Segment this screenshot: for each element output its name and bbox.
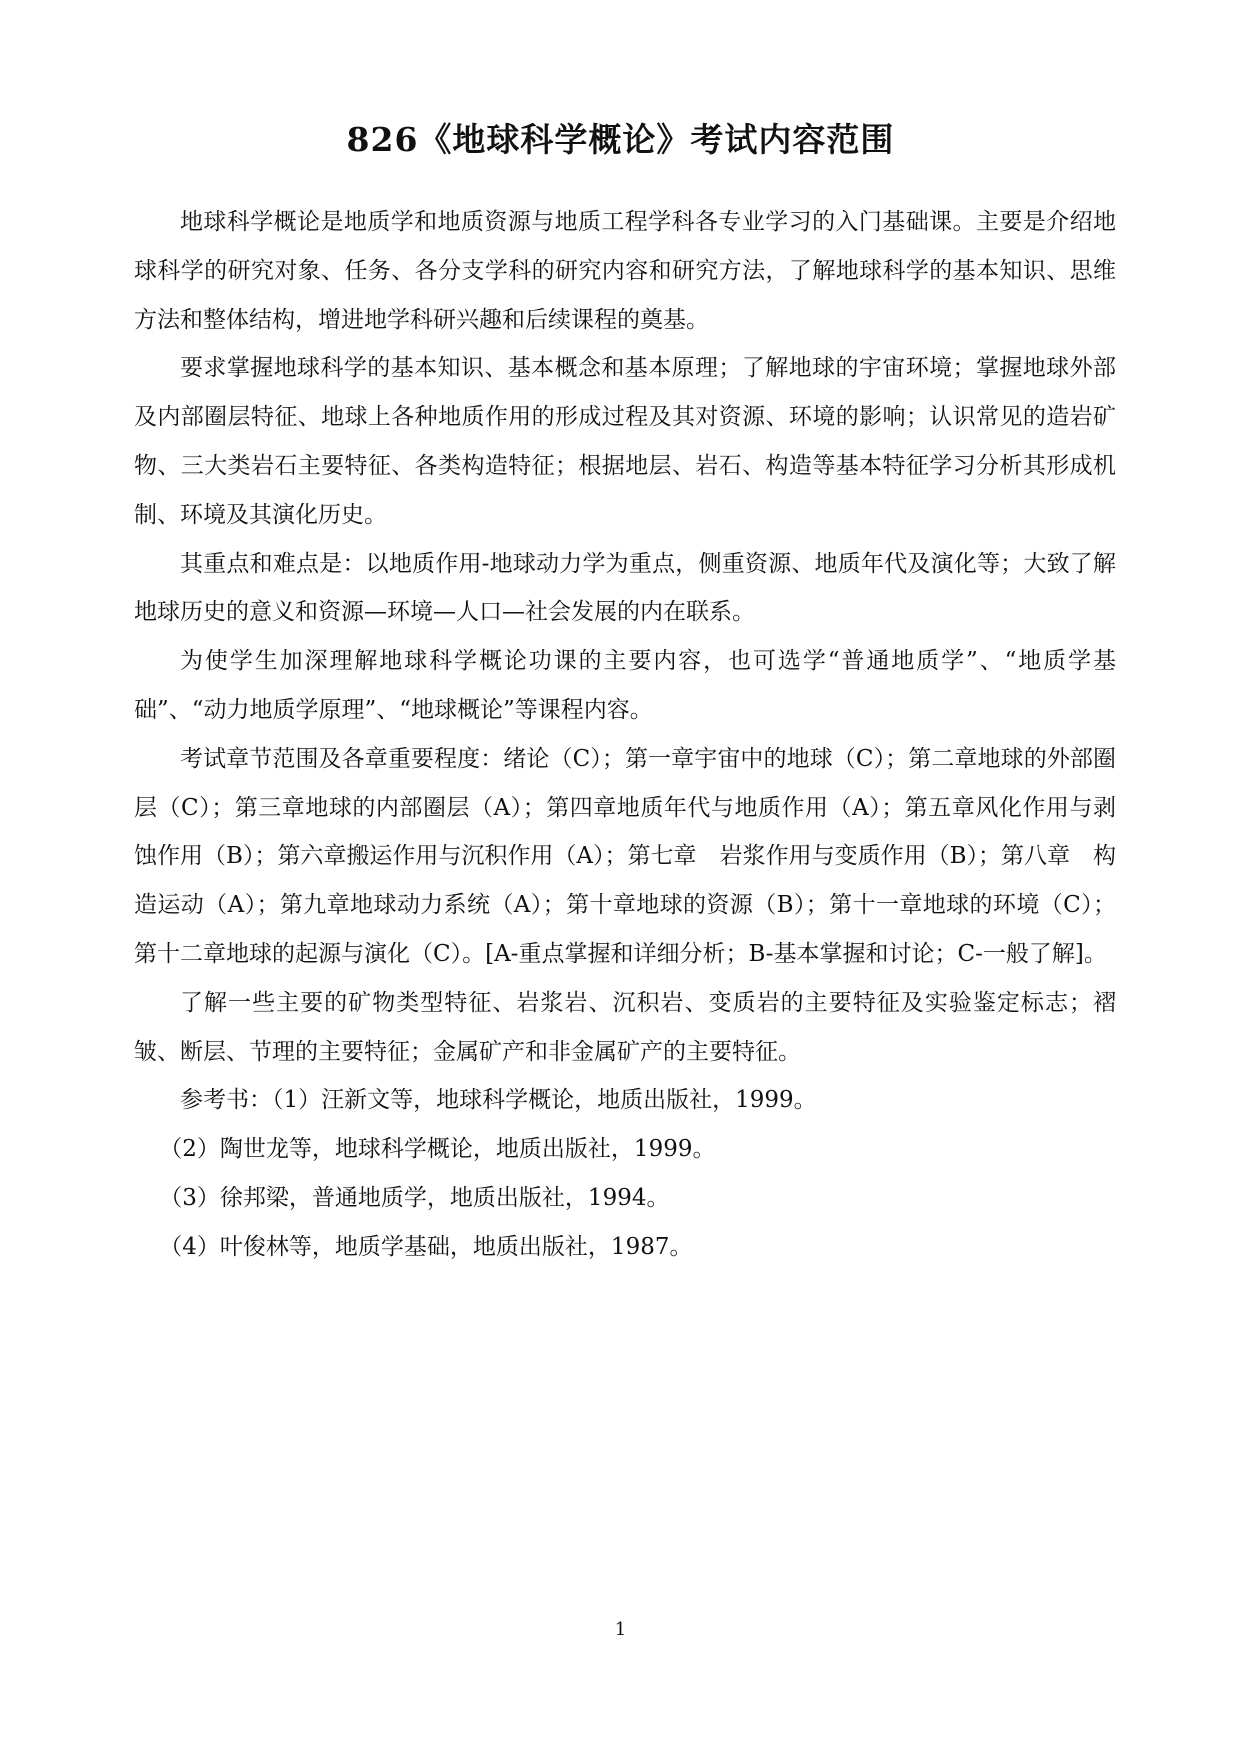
page-number: 1: [614, 1619, 627, 1640]
paragraph-exam-chapters: 考试章节范围及各章重要程度：绪论（C）；第一章宇宙中的地球（C）；第二章地球的外部圈层（C）；第三章地球的内部圈层（A）；第四章地质年代与地质作用（A）；第五章风化作用与剥蚀作用（B）；第六章搬运作用与沉积作用（A）；第七章 岩浆作用与变质作用（B）；第八章 构造运动（A）；第九章地球动力系统（A）；第十章地球的资源（B）；第十一章地球的环境（C）；第十二章地球的起源与演化（C）。[A-重点掌握和详细分析；B-基本掌握和讨论；C-一般了解]。: [134, 745, 1116, 967]
page-title: 826《地球科学概论》考试内容范围: [346, 120, 895, 159]
paragraph-elective-courses: 为使学生加深理解地球科学概论功课的主要内容，也可选学“普通地质学”、“地质学基础”、“动力地质学原理”、“地球概论”等课程内容。: [134, 648, 1116, 723]
paragraph-key-points: 其重点和难点是：以地质作用-地球动力学为重点，侧重资源、地质年代及演化等；大致了解地球历史的意义和资源—环境—人口—社会发展的内在联系。: [134, 550, 1116, 626]
reference-item: （2）陶世龙等，地球科学概论，地质出版社，1999。: [159, 1136, 716, 1163]
reference-item: （3）徐邦梁，普通地质学，地质出版社，1994。: [159, 1184, 670, 1211]
paragraph-intro: 地球科学概论是地质学和地质资源与地质工程学科各专业学习的入门基础课。主要是介绍地球科学的研究对象、任务、各分支学科的研究内容和研究方法，了解地球科学的基本知识、思维方法和整体结构，增进地学科研兴趣和后续课程的奠基。: [134, 209, 1116, 333]
reference-item: （4）叶俊林等，地质学基础，地质出版社，1987。: [159, 1233, 693, 1260]
paragraph-requirements: 要求掌握地球科学的基本知识、基本概念和基本原理；了解地球的宇宙环境；掌握地球外部及内部圈层特征、地球上各种地质作用的形成过程及其对资源、环境的影响；认识常见的造岩矿物、三大类岩石主要特征、各类构造特征；根据地层、岩石、构造等基本特征学习分析其形成机制、环境及其演化历史。: [134, 355, 1116, 528]
document-body: [134, 198, 1116, 1272]
paragraph-mineral-features: 了解一些主要的矿物类型特征、岩浆岩、沉积岩、变质岩的主要特征及实验鉴定标志；褶皱、断层、节理的主要特征；金属矿产和非金属矿产的主要特征。: [134, 989, 1116, 1065]
reference-lead: 参考书：（1）汪新文等，地球科学概论，地质出版社，1999。: [180, 1087, 817, 1114]
